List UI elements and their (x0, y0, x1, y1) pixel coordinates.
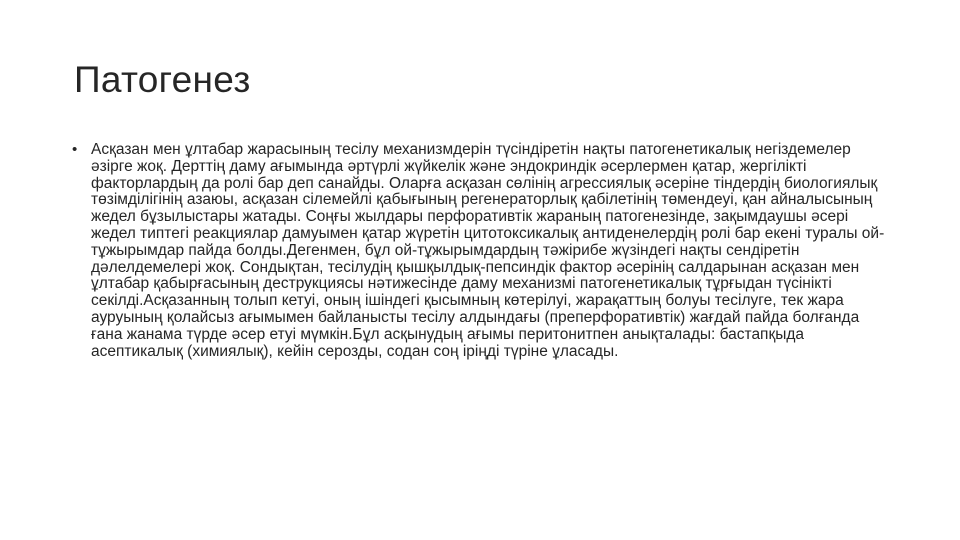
bullet-list (72, 142, 892, 360)
bullet-text: Асқазан мен ұлтабар жарасының тесілу механизмдерін түсіндіретін нақты патогенетикалық негіздемелер әзірге жоқ. Дерттің даму ағымында әртүрлі жүйкелік және эндокриндік әсерлермен қатар, жергілікті факторлардың да ролі бар деп санайды. Оларға асқазан сөлінің агрессиялық әсеріне тіндердің биологиялық төзімділігінің азаюы, асқазан сілемейлі қабығының регенераторлық қабілетінің төмендеуі, қан айналысының жедел бұзылыстары жатады. Соңғы жылдары перфоративтік жараның патогенезінде, зақымдаушы әсері жедел типтегі реакциялар дамуымен қатар жүретін цитотоксикалық антиденелердің ролі бар екені туралы ой-тұжырымдар пайда болды.Дегенмен, бұл ой-тұжырымдардың тәжірибе жүзіндегі нақты сендіретін дәлелдемелері жоқ. Сондықтан, тесілудің қышқылдық-пепсиндік фактор әсерінің салдарынан асқазан мен ұлтабар қабырғасының деструкциясы нәтижесінде даму механизмі патогенетикалық тұрғыдан түсінікті секілді.Асқазанның толып кетуі, оның ішіндегі қысымның көтерілуі, жарақаттың болуы тесілуге, тек жара ауруының қолайсыз ағымымен байланысты тесілу алдындағы (преперфоративтік) жағдай пайда болғанда ғана жанама түрде әсер етуі мүмкін.Бұл асқынудың ағымы перитонитпен анықталады: бастапқыда асептикалық (химиялық), кейін серозды, содан соң іріңді түріне ұласады. (91, 141, 885, 360)
bullet-item (72, 142, 892, 360)
bullet-marker: • (72, 141, 78, 158)
slide-title: Патогенез (74, 59, 251, 100)
